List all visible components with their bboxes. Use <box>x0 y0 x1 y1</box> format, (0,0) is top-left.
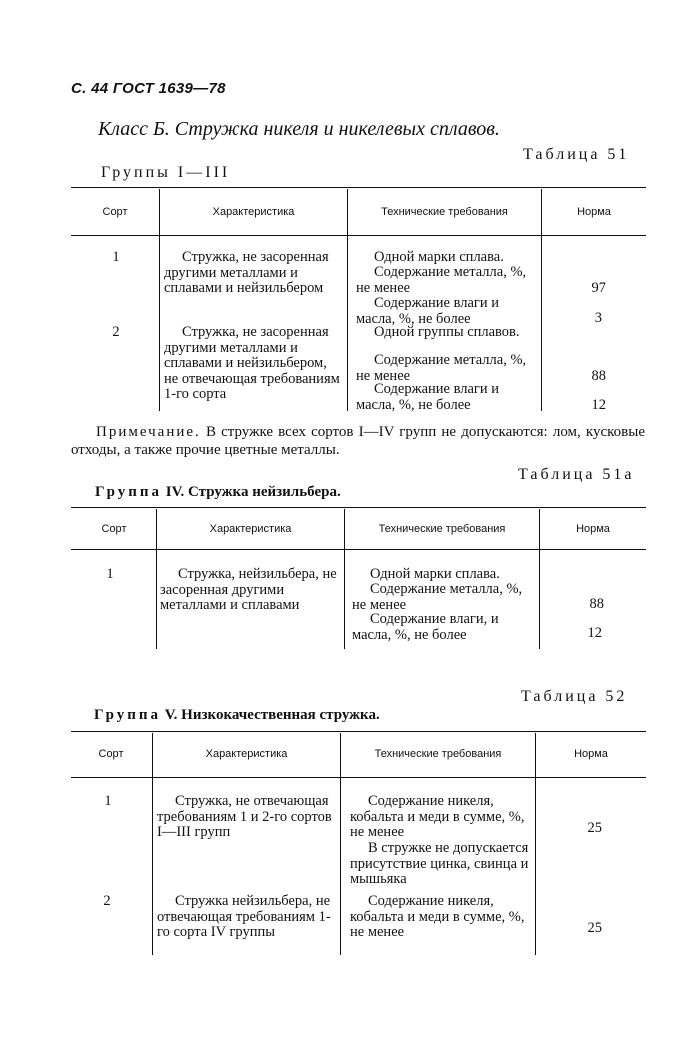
table-51-row-1-norm-1: 97 <box>591 280 606 296</box>
table-52-row-1-norm-1: 25 <box>587 820 602 836</box>
table-52-group: Группа V. Низкокачественная стружка. <box>94 707 380 723</box>
table-51-col-divider <box>541 189 542 411</box>
table-51-row-1-sort: 1 <box>112 249 120 265</box>
table-51-row-2-sort: 2 <box>112 324 120 340</box>
table-51a-col-divider <box>156 509 157 649</box>
col-header-requirements: Технические требования <box>378 523 506 535</box>
table-51a-header-rule <box>71 549 646 550</box>
table-52-row-1-sort: 1 <box>104 793 112 809</box>
table-52-row-2-norm-1: 25 <box>587 920 602 936</box>
table-51a-label: Таблица 51а <box>518 466 635 483</box>
table-51a-row-1-characteristic: Стружка, нейзильбера, не засоренная другими металлами и сплавами <box>160 566 337 613</box>
table-51a-top-rule <box>71 507 646 508</box>
col-header-requirements: Технические требования <box>381 206 508 218</box>
page-header: С. 44 ГОСТ 1639—78 <box>71 80 226 97</box>
table-51-row-2-req-1: Одной группы сплавов. <box>374 324 520 340</box>
table-51-col-divider <box>159 189 160 411</box>
table-51a-group: Группа IV. Стружка нейзильбера. <box>95 484 341 500</box>
col-header-characteristic: Характеристика <box>205 748 288 760</box>
table-51a-col-divider <box>539 509 540 649</box>
note-heading: Примечание. <box>96 424 201 440</box>
table-52-row-2-sort: 2 <box>103 893 111 909</box>
table-51-row-1-characteristic: Стружка, не засоренная другими металлами и сплавами и нейзильбером <box>164 249 329 296</box>
table-51-row-1-norm-2: 3 <box>594 310 602 326</box>
table-51-row-1-req-3: Содержание влаги и масла, %, не более <box>356 295 500 327</box>
section-title: Класс Б. Стружка никеля и никелевых сплавов. <box>98 118 500 140</box>
table-52-col-divider <box>152 733 153 955</box>
table-51-row-2-norm-1: 88 <box>591 368 606 384</box>
table-52-row-1-req-2: В стружке не допускается присутствие цинка, свинца и мышьяка <box>350 840 529 887</box>
table-51-row-1-req-2: Содержание металла, %, не менее <box>356 264 527 296</box>
table-51-group: Группы I—III <box>101 164 231 181</box>
table-52-row-1-req-1: Содержание никеля, кобальта и меди в сумме, %, не менее <box>350 793 525 840</box>
table-51-row-2-norm-2: 12 <box>591 397 606 413</box>
table-51-note <box>71 423 645 459</box>
table-51-row-1-req-1: Одной марки сплава. <box>374 249 504 265</box>
col-header-characteristic: Характеристика <box>212 206 295 218</box>
table-51-label: Таблица 51 <box>523 146 630 163</box>
col-header-norm: Норма <box>574 748 608 760</box>
table-51a-row-1-req-1: Одной марки сплава. <box>370 566 500 582</box>
table-51-row-2-req-2: Содержание металла, %, не менее <box>356 352 527 384</box>
col-header-characteristic: Характеристика <box>209 523 292 535</box>
note-text: В стружке всех сортов I—IV групп не допускаются: лом, кусковые отходы, а также прочие цветные металлы. <box>71 424 645 458</box>
col-header-sort: Сорт <box>101 523 127 535</box>
table-51a-row-1-req-3: Содержание влаги, и масла, %, не более <box>352 611 499 643</box>
col-header-sort: Сорт <box>102 206 128 218</box>
table-51a-row-1-norm-1: 88 <box>589 596 604 612</box>
table-52-top-rule <box>71 731 646 732</box>
col-header-sort: Сорт <box>98 748 124 760</box>
col-header-requirements: Технические требования <box>374 748 502 760</box>
table-52-label: Таблица 52 <box>521 688 628 705</box>
table-51a-row-1-req-2: Содержание металла, %, не менее <box>352 581 523 613</box>
table-52-header-rule <box>71 777 646 778</box>
table-52-col-divider <box>340 733 341 955</box>
table-52-col-divider <box>535 733 536 955</box>
col-header-norm: Норма <box>577 206 611 218</box>
table-51a-row-1-norm-2: 12 <box>587 625 602 641</box>
table-51-top-rule <box>71 187 646 188</box>
table-52-row-2-characteristic: Стружка нейзильбера, не отвечающая требованиям 1-го сорта IV группы <box>157 893 331 940</box>
table-51-col-divider <box>347 189 348 411</box>
table-51a-col-divider <box>344 509 345 649</box>
col-header-norm: Норма <box>576 523 610 535</box>
table-51a-row-1-sort: 1 <box>106 566 114 582</box>
table-52-row-1-characteristic: Стружка, не отвечающая требованиям 1 и 2-го сортов I—III групп <box>157 793 332 840</box>
table-51-row-2-characteristic: Стружка, не засоренная другими металлами и сплавами и нейзильбером, не отвечающая требованиям 1-го сорта <box>164 324 340 402</box>
table-51-header-rule <box>71 235 646 236</box>
table-52-row-2-req-1: Содержание никеля, кобальта и меди в сумме, %, не менее <box>350 893 525 940</box>
table-51-row-2-req-3: Содержание влаги и масла, %, не более <box>356 381 500 413</box>
